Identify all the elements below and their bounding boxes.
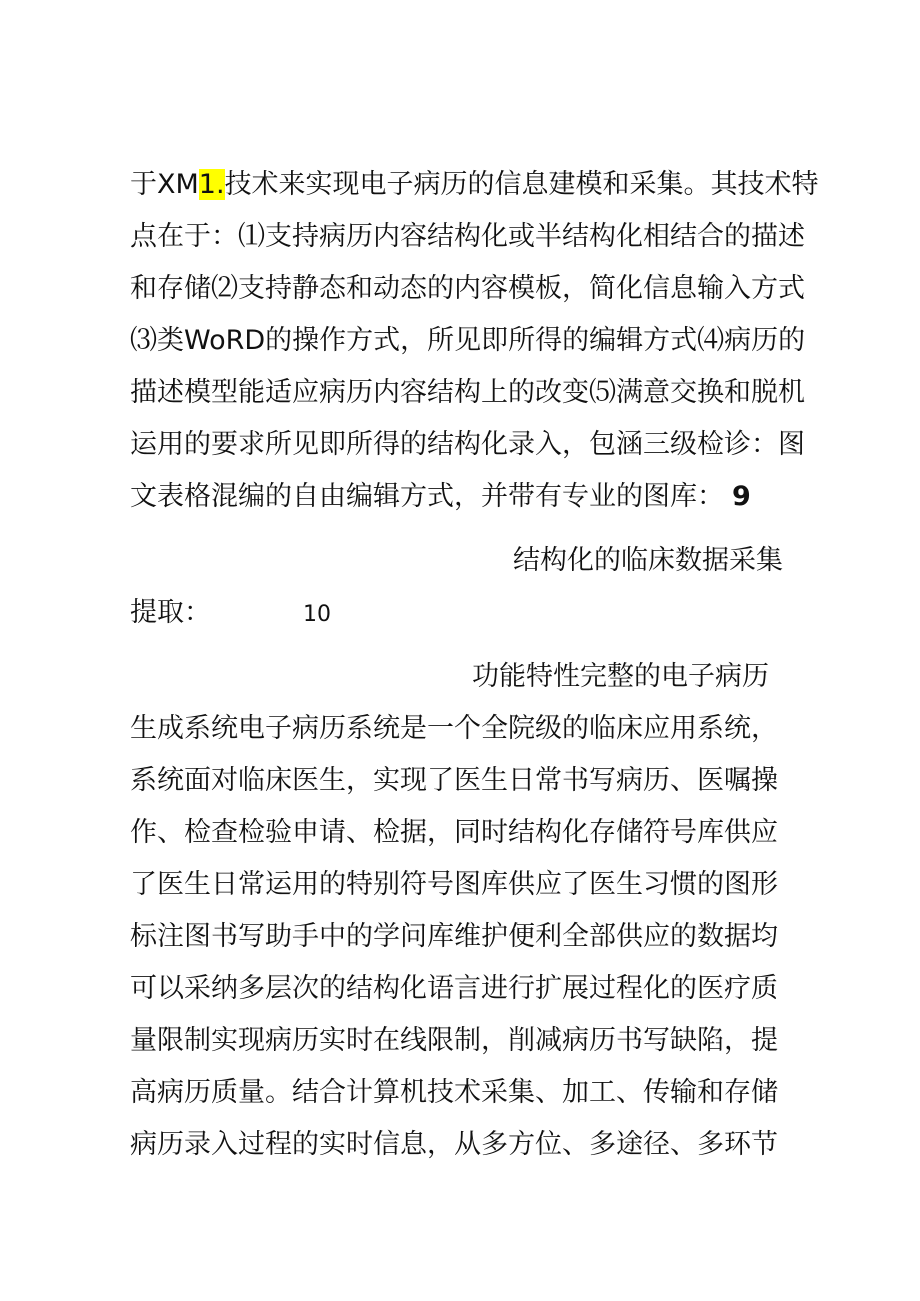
paragraph-1-line-2: 点在于：⑴支持病历内容结构化或半结构化相结合的描述 — [130, 221, 805, 252]
paragraph-2-line-9: 病历录入过程的实时信息，从多方位、多途径、多环节 — [130, 1129, 778, 1160]
paragraph-2-line-7: 量限制实现病历实时在线限制，削减病历书写缺陷，提 — [130, 1025, 778, 1056]
highlighted-text: 1. — [198, 169, 225, 200]
paragraph-1-line-1 — [130, 168, 819, 202]
paragraph-2-line-3: 作、检查检验申请、检据，同时结构化存储符号库供应 — [130, 817, 778, 848]
paragraph-1-line-4: ⑶类WoRD的操作方式，所见即所得的编辑方式⑷病历的 — [130, 325, 806, 356]
paragraph-2-line-8: 高病历质量。结合计算机技术采集、加工、传输和存储 — [130, 1077, 778, 1108]
paragraph-2-line-4: 了医生日常运用的特别符号图库供应了医生习惯的图形 — [130, 869, 778, 900]
line-7-text: 文表格混编的自由编辑方式，并带有专业的图库： — [130, 481, 724, 512]
line-1-prefix: 于XM — [130, 169, 199, 200]
paragraph-2-heading: 功能特性完整的电子病历 — [472, 661, 769, 692]
section-10-heading: 结构化的临床数据采集 — [513, 545, 783, 576]
section-10-label: 提取： — [130, 597, 211, 628]
paragraph-2-line-2: 系统面对临床医生，实现了医生日常书写病历、医嘱操 — [130, 765, 778, 796]
paragraph-1-line-7 — [130, 480, 751, 514]
section-number-9: 9 — [732, 481, 751, 512]
paragraph-1-line-5: 描述模型能适应病历内容结构上的改变⑸满意交换和脱机 — [130, 377, 805, 408]
section-number-10: 10 — [303, 602, 331, 627]
line-1-suffix: 技术来实现电子病历的信息建模和采集。其技术特 — [224, 169, 819, 200]
paragraph-1-line-3: 和存储⑵支持静态和动态的内容模板，简化信息输入方式 — [130, 273, 805, 304]
paragraph-2-line-5: 标注图书写助手中的学问库维护便利全部供应的数据均 — [130, 921, 778, 952]
paragraph-1-line-6: 运用的要求所见即所得的结构化录入，包涵三级检诊：图 — [130, 429, 805, 460]
paragraph-2-line-6: 可以采纳多层次的结构化语言进行扩展过程化的医疗质 — [130, 973, 778, 1004]
paragraph-2-line-1: 生成系统电子病历系统是一个全院级的临床应用系统， — [130, 713, 778, 744]
